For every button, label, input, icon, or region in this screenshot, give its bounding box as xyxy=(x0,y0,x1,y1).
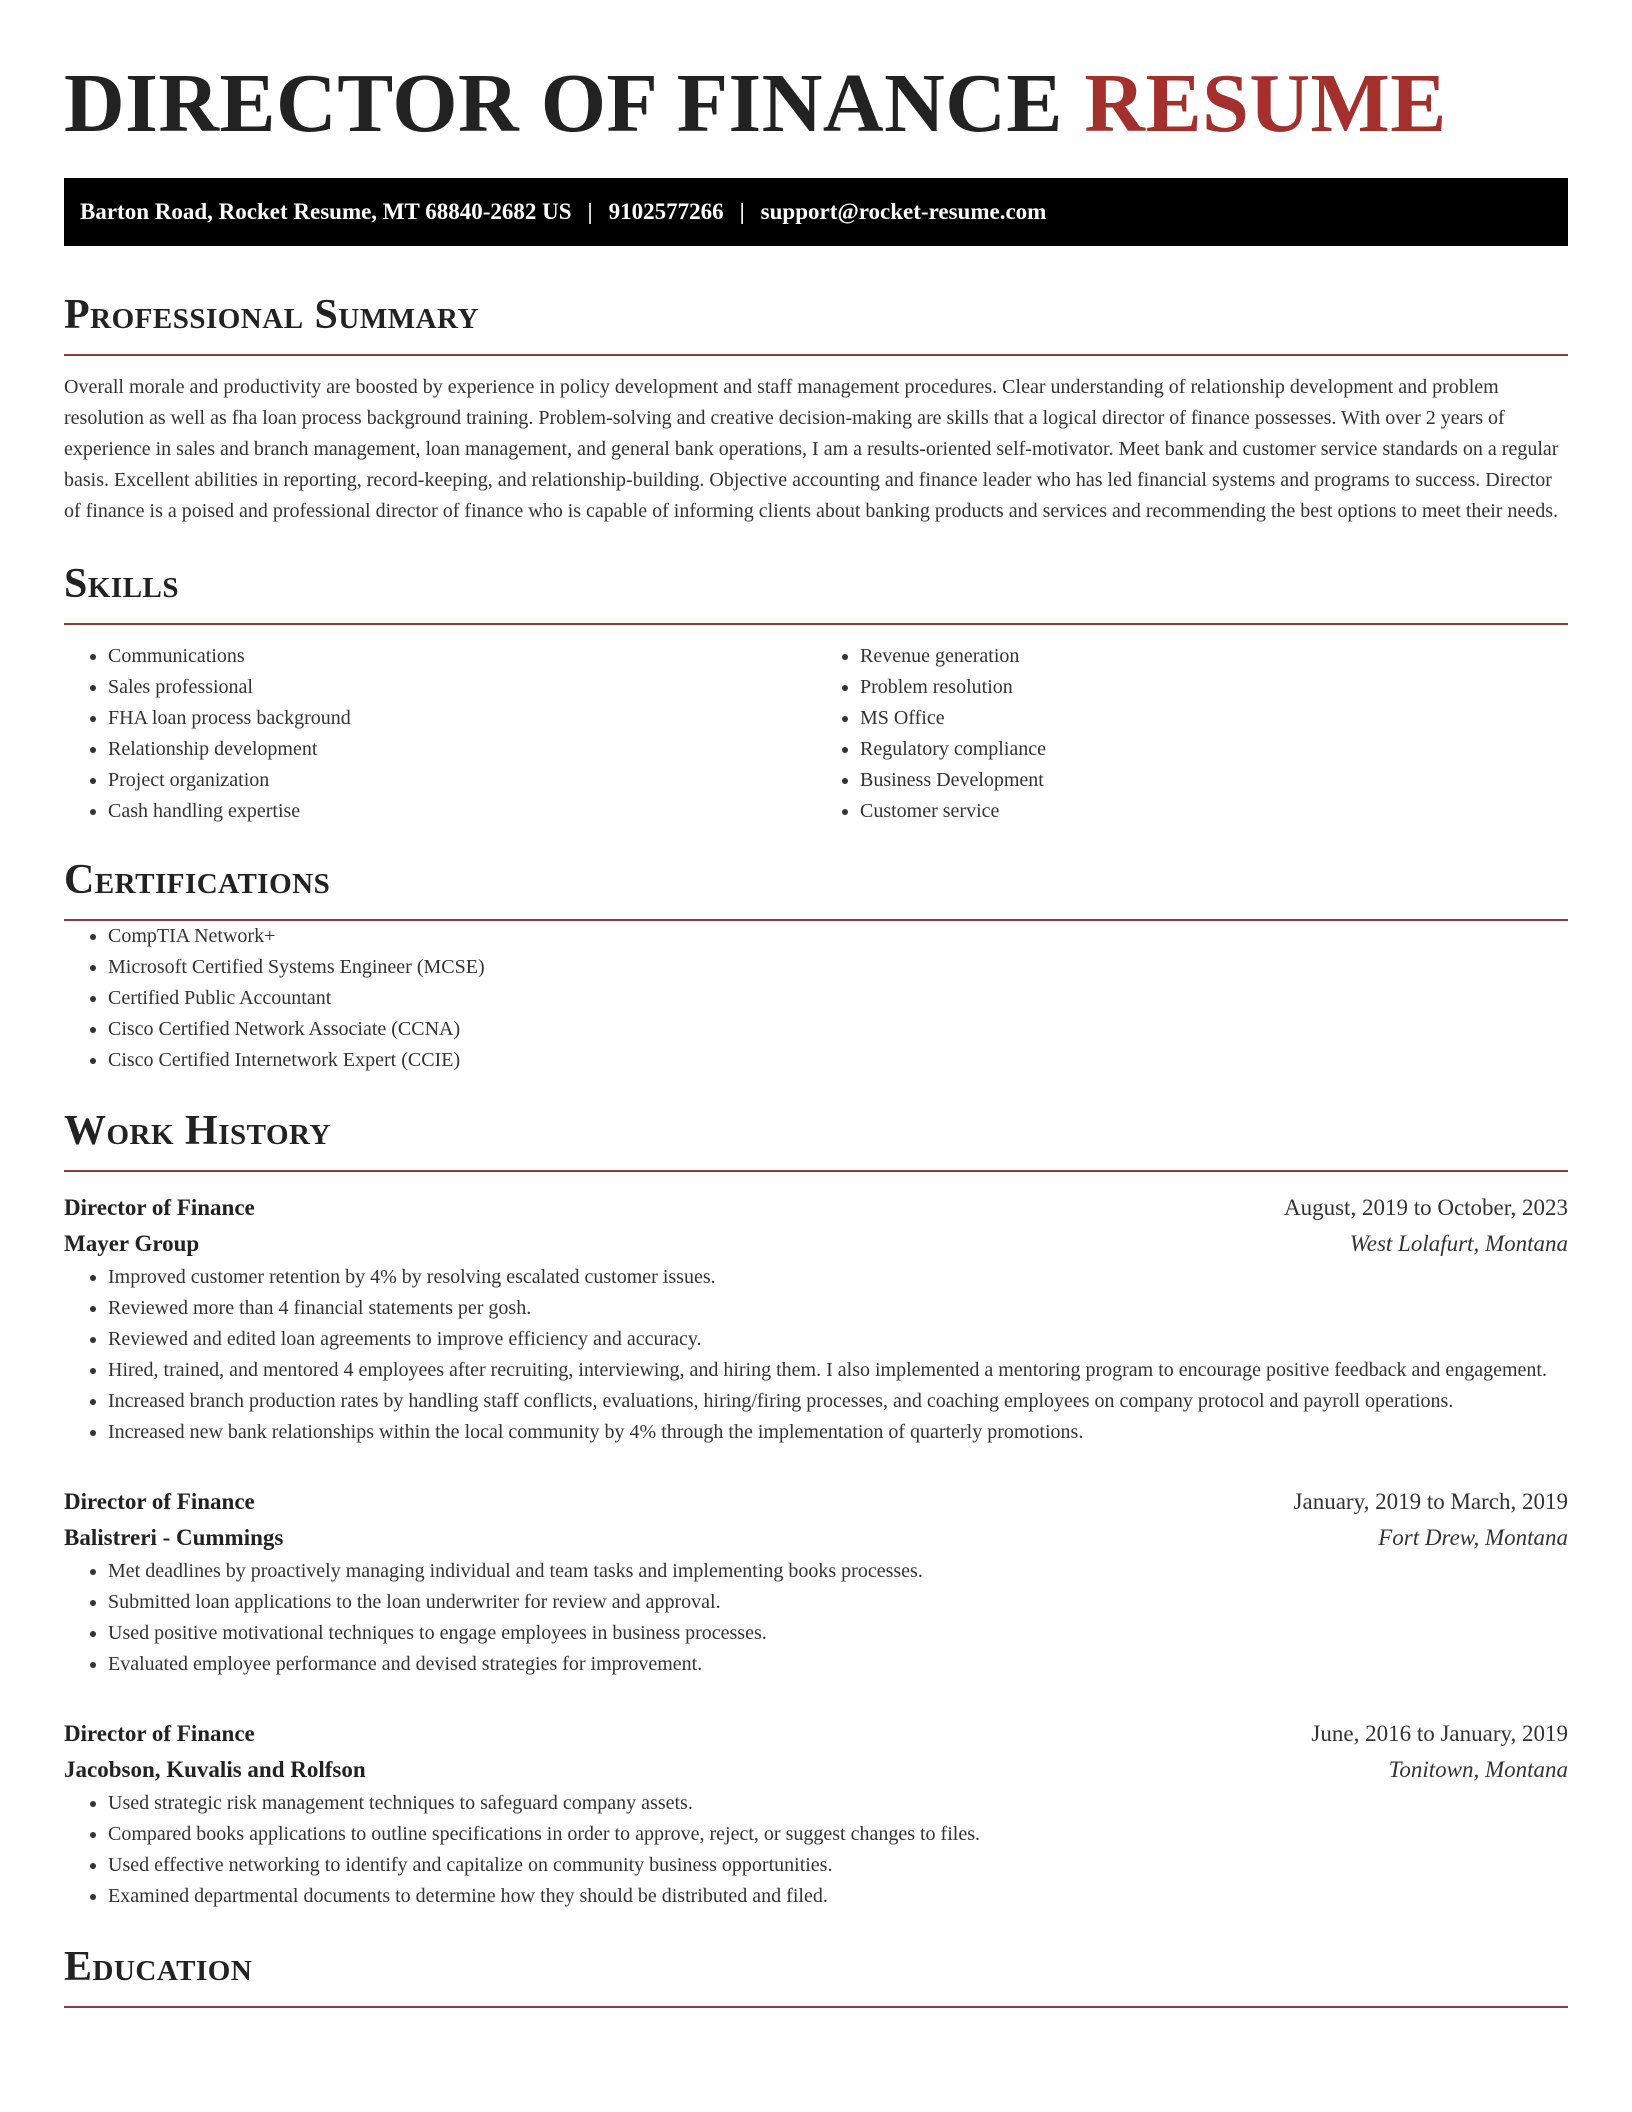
certification-item: • Cisco Certified Network Associate (CCNA) xyxy=(108,1014,1568,1045)
job-entry xyxy=(64,1190,1568,1448)
job-company-row xyxy=(64,1226,1568,1262)
job-bullet: • Increased branch production rates by handling staff conflicts, evaluations, hiring/firing processes, and coaching employees on company protocol and payroll operations. xyxy=(108,1386,1568,1417)
job-location: West Lolafurt, Montana xyxy=(1349,1231,1568,1256)
job-title: Director of Finance xyxy=(64,1721,255,1746)
job-location: Tonitown, Montana xyxy=(1388,1757,1568,1782)
job-bullet: • Increased new bank relationships within the local community by 4% through the implementation of quarterly promotions. xyxy=(108,1417,1568,1448)
job-bullet: • Examined departmental documents to determine how they should be distributed and filed. xyxy=(108,1881,1568,1912)
job-title: Director of Finance xyxy=(64,1489,255,1514)
contact-email: support@rocket-resume.com xyxy=(760,199,1047,224)
certifications-section xyxy=(64,855,1568,1076)
certifications-list xyxy=(64,921,1568,1076)
summary-heading: Professional Summary xyxy=(64,290,1568,356)
skill-item: • Problem resolution xyxy=(860,672,1568,703)
contact-separator: | xyxy=(587,199,593,224)
job-dates: August, 2019 to October, 2023 xyxy=(1284,1195,1568,1220)
job-bullets xyxy=(64,1262,1568,1448)
job-company-row xyxy=(64,1520,1568,1556)
certification-item: • Certified Public Accountant xyxy=(108,983,1568,1014)
job-dates: January, 2019 to March, 2019 xyxy=(1293,1489,1568,1514)
job-bullet: • Used effective networking to identify and capitalize on community business opportunities. xyxy=(108,1850,1568,1881)
skills-list-left xyxy=(64,641,816,827)
title-accent: RESUME xyxy=(1084,57,1447,150)
job-entry xyxy=(64,1484,1568,1680)
certification-item: • Microsoft Certified Systems Engineer (MCSE) xyxy=(108,952,1568,983)
job-bullet: • Evaluated employee performance and devised strategies for improvement. xyxy=(108,1649,1568,1680)
certification-item: • CompTIA Network+ xyxy=(108,921,1568,952)
skills-heading: Skills xyxy=(64,559,1568,625)
contact-separator: | xyxy=(739,199,745,224)
certification-item: • Cisco Certified Internetwork Expert (CCIE) xyxy=(108,1045,1568,1076)
job-bullet: • Used strategic risk management techniques to safeguard company assets. xyxy=(108,1788,1568,1819)
job-header-row xyxy=(64,1190,1568,1226)
work-history-section xyxy=(64,1106,1568,1912)
job-bullet: • Reviewed more than 4 financial statements per gosh. xyxy=(108,1293,1568,1324)
job-bullet: • Used positive motivational techniques to engage employees in business processes. xyxy=(108,1618,1568,1649)
job-title: Director of Finance xyxy=(64,1195,255,1220)
job-header-row xyxy=(64,1484,1568,1520)
skill-item: • Relationship development xyxy=(108,734,816,765)
skill-item: • Revenue generation xyxy=(860,641,1568,672)
contact-phone: 9102577266 xyxy=(608,199,724,224)
job-header-row xyxy=(64,1716,1568,1752)
skills-list-right xyxy=(816,641,1568,827)
job-company: Mayer Group xyxy=(64,1231,200,1256)
contact-address: Barton Road, Rocket Resume, MT 68840-2682 US xyxy=(80,199,572,224)
skill-item: • FHA loan process background xyxy=(108,703,816,734)
job-bullets xyxy=(64,1788,1568,1912)
certifications-heading: Certifications xyxy=(64,855,1568,921)
job-location: Fort Drew, Montana xyxy=(1378,1525,1568,1550)
skill-item: • Business Development xyxy=(860,765,1568,796)
summary-section xyxy=(64,290,1568,527)
job-dates: June, 2016 to January, 2019 xyxy=(1311,1721,1568,1746)
resume-title xyxy=(64,0,1568,152)
skill-item: • Project organization xyxy=(108,765,816,796)
job-bullet: • Compared books applications to outline specifications in order to approve, reject, or suggest changes to files. xyxy=(108,1819,1568,1850)
skill-item: • Cash handling expertise xyxy=(108,796,816,827)
skill-item: • Sales professional xyxy=(108,672,816,703)
skills-grid xyxy=(64,641,1568,827)
job-company: Balistreri - Cummings xyxy=(64,1525,284,1550)
job-bullet: • Submitted loan applications to the loan underwriter for review and approval. xyxy=(108,1587,1568,1618)
job-bullets xyxy=(64,1556,1568,1680)
title-main: DIRECTOR OF FINANCE xyxy=(64,57,1063,150)
summary-text: Overall morale and productivity are boosted by experience in policy development and staff management procedures. Clear understanding of relationship development and problem resolution as well as fha loan process background training. Problem-solving and creative decision-making are skills that a logical director of finance possesses. With over 2 years of experience in sales and branch management, loan management, and general bank operations, I am a results-oriented self-motivator. Meet bank and customer service standards on a regular basis. Excellent abilities in reporting, record-keeping, and relationship-building. Objective accounting and finance leader who has led financial systems and programs to success. Director of finance is a poised and professional director of finance who is capable of informing clients about banking products and services and recommending the best options to meet their needs. xyxy=(64,376,1559,522)
job-company: Jacobson, Kuvalis and Rolfson xyxy=(64,1757,366,1782)
job-entry xyxy=(64,1716,1568,1912)
education-section xyxy=(64,1942,1568,2008)
skills-section xyxy=(64,559,1568,827)
job-bullet: • Reviewed and edited loan agreements to improve efficiency and accuracy. xyxy=(108,1324,1568,1355)
education-heading: Education xyxy=(64,1942,1568,2008)
job-bullet: • Improved customer retention by 4% by resolving escalated customer issues. xyxy=(108,1262,1568,1293)
job-bullet: • Met deadlines by proactively managing individual and team tasks and implementing books processes. xyxy=(108,1556,1568,1587)
job-bullet: • Hired, trained, and mentored 4 employees after recruiting, interviewing, and hiring them. I also implemented a mentoring program to encourage positive feedback and engagement. xyxy=(108,1355,1568,1386)
skill-item: • Customer service xyxy=(860,796,1568,827)
job-company-row xyxy=(64,1752,1568,1788)
contact-bar xyxy=(64,178,1568,246)
skill-item: • MS Office xyxy=(860,703,1568,734)
skill-item: • Communications xyxy=(108,641,816,672)
work-history-heading: Work History xyxy=(64,1106,1568,1172)
skill-item: • Regulatory compliance xyxy=(860,734,1568,765)
